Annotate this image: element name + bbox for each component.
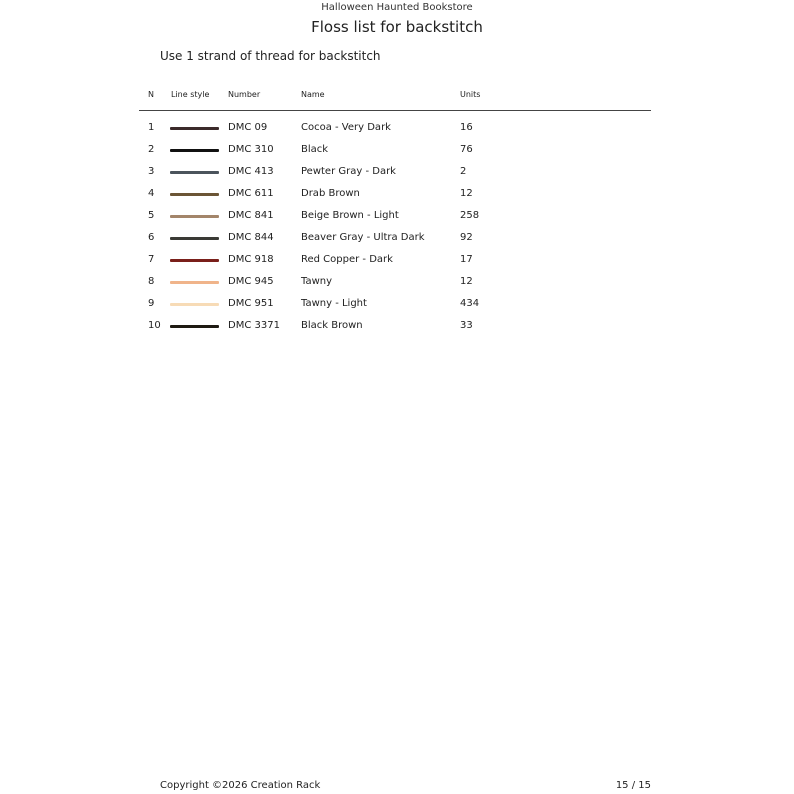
column-header-number: Number (228, 90, 261, 99)
store-name: Halloween Haunted Bookstore (321, 2, 473, 13)
floss-number: DMC 951 (228, 298, 274, 309)
floss-units: 2 (460, 166, 467, 177)
floss-name: Beaver Gray - Ultra Dark (301, 232, 425, 243)
table-row (139, 227, 651, 249)
floss-name: Tawny - Light (301, 298, 367, 309)
table-row (139, 271, 651, 293)
column-header-line-style: Line style (171, 90, 210, 99)
floss-units: 17 (460, 254, 473, 265)
floss-name: Black Brown (301, 320, 363, 331)
page-number: 15 / 15 (615, 780, 651, 791)
row-number: 7 (148, 254, 155, 265)
page-title: Floss list for backstitch (311, 18, 483, 36)
table-row (139, 117, 651, 139)
floss-name: Drab Brown (301, 188, 360, 199)
floss-units: 258 (460, 210, 480, 221)
line-style-swatch (170, 127, 219, 130)
floss-name: Pewter Gray - Dark (301, 166, 396, 177)
floss-units: 434 (460, 298, 480, 309)
floss-number: DMC 413 (228, 166, 274, 177)
floss-units: 92 (460, 232, 473, 243)
line-style-swatch (170, 149, 219, 152)
line-style-swatch (170, 215, 219, 218)
column-header-units: Units (460, 90, 481, 99)
floss-number: DMC 844 (228, 232, 274, 243)
floss-units: 33 (460, 320, 473, 331)
floss-units: 12 (460, 188, 473, 199)
table-row (139, 293, 651, 315)
copyright-notice: Copyright ©2026 Creation Rack (160, 780, 321, 791)
row-number: 8 (148, 276, 155, 287)
line-style-swatch (170, 281, 219, 284)
floss-name: Red Copper - Dark (301, 254, 393, 265)
floss-units: 16 (460, 122, 473, 133)
line-style-swatch (170, 325, 219, 328)
table-header (139, 90, 651, 111)
floss-number: DMC 841 (228, 210, 274, 221)
row-number: 9 (148, 298, 155, 309)
table-row (139, 249, 651, 271)
floss-name: Black (301, 144, 329, 155)
floss-number: DMC 945 (228, 276, 274, 287)
floss-number: DMC 611 (228, 188, 274, 199)
table-row (139, 315, 651, 337)
row-number: 3 (148, 166, 155, 177)
line-style-swatch (170, 193, 219, 196)
row-number: 2 (148, 144, 155, 155)
table-row (139, 205, 651, 227)
backstitch-instruction: Use 1 strand of thread for backstitch (160, 49, 381, 63)
floss-number: DMC 09 (228, 122, 268, 133)
row-number: 6 (148, 232, 155, 243)
row-number: 4 (148, 188, 155, 199)
table-body (139, 117, 651, 337)
floss-table (139, 90, 651, 337)
row-number: 10 (148, 320, 161, 331)
floss-units: 76 (460, 144, 473, 155)
floss-number: DMC 918 (228, 254, 274, 265)
floss-name: Beige Brown - Light (301, 210, 399, 221)
line-style-swatch (170, 259, 219, 262)
row-number: 1 (148, 122, 155, 133)
column-header-name: Name (301, 90, 325, 99)
line-style-swatch (170, 171, 219, 174)
line-style-swatch (170, 237, 219, 240)
table-row (139, 161, 651, 183)
table-row (139, 183, 651, 205)
table-row (139, 139, 651, 161)
row-number: 5 (148, 210, 155, 221)
floss-units: 12 (460, 276, 473, 287)
floss-name: Cocoa - Very Dark (301, 122, 391, 133)
column-header-n: N (148, 90, 154, 99)
line-style-swatch (170, 303, 219, 306)
floss-name: Tawny (301, 276, 333, 287)
floss-number: DMC 3371 (228, 320, 280, 331)
floss-number: DMC 310 (228, 144, 274, 155)
